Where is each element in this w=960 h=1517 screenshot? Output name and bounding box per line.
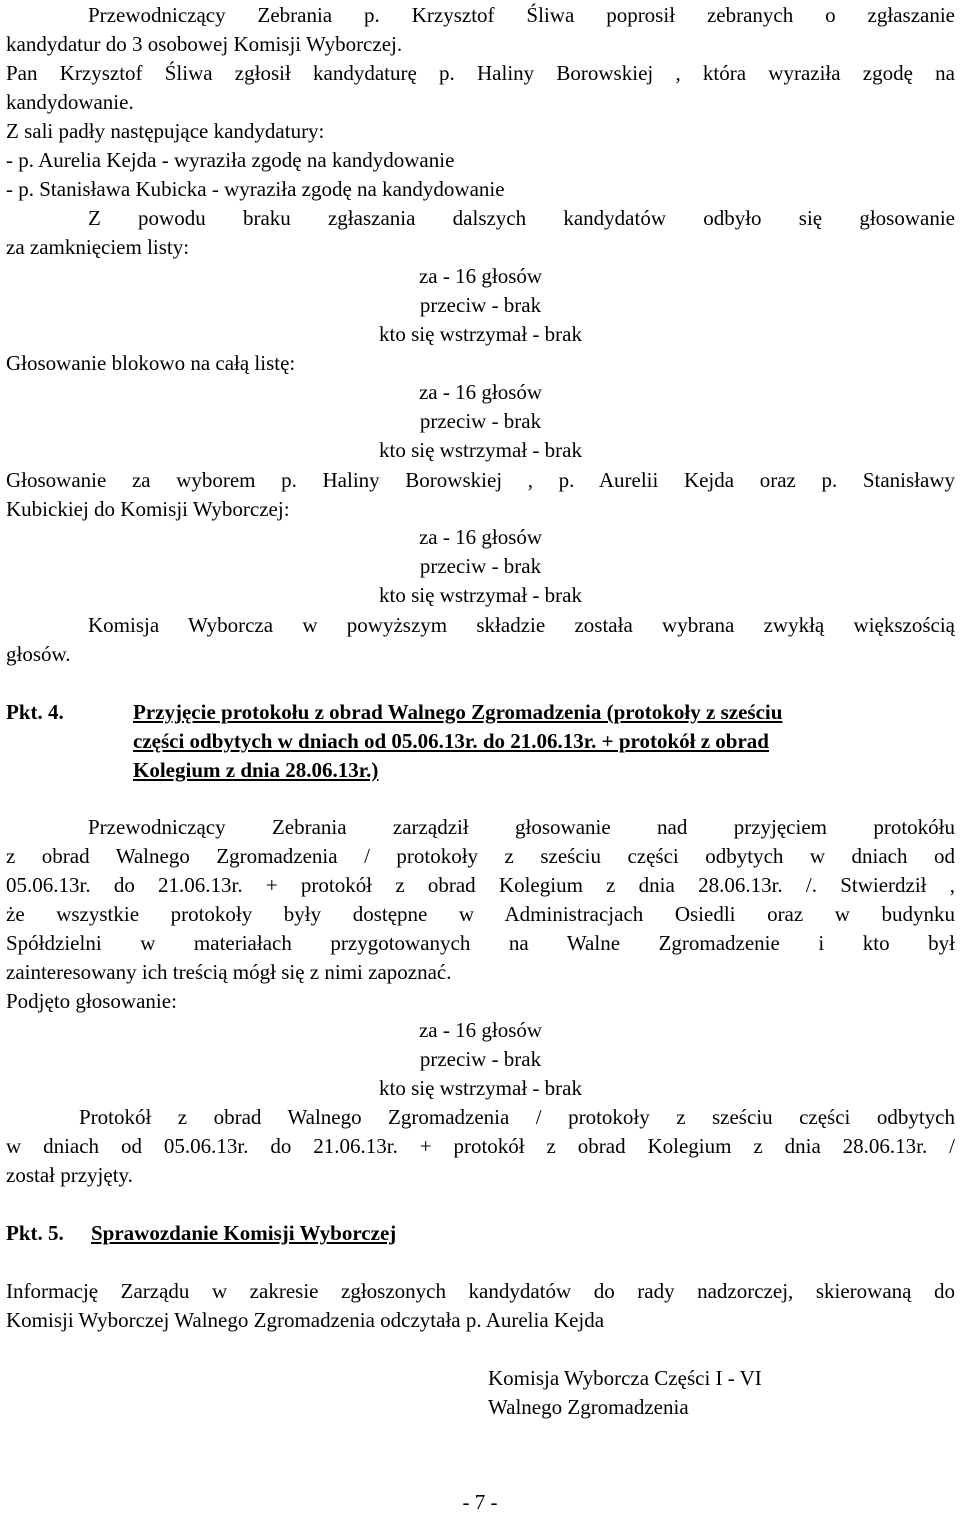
vote-for: za - 16 głosów bbox=[418, 380, 543, 404]
section-heading: Kolegium z dnia 28.06.13r.) bbox=[133, 758, 379, 782]
vote-abstain: kto się wstrzymał - brak bbox=[379, 438, 582, 462]
paragraph-line: zainteresowany ich treścią mógł się z nimi zapoznać. bbox=[6, 960, 452, 984]
paragraph-line: że wszystkie protokoły były dostępne w Administracjach Osiedli oraz w budynku bbox=[6, 902, 955, 926]
paragraph-line: w dniach od 05.06.13r. do 21.06.13r. + protokół z obrad Kolegium z dnia 28.06.13r. / bbox=[6, 1134, 955, 1158]
paragraph-line: Pan Krzysztof Śliwa zgłosił kandydaturę p. Haliny Borowskiej , która wyraziła zgodę na bbox=[6, 61, 955, 85]
vote-abstain: kto się wstrzymał - brak bbox=[379, 1076, 582, 1100]
paragraph-line: kandydowanie. bbox=[6, 90, 134, 114]
paragraph-line: Z sali padły następujące kandydatury: bbox=[6, 119, 325, 143]
paragraph-line: za zamknięciem listy: bbox=[6, 235, 190, 259]
paragraph-line: kandydatur do 3 osobowej Komisji Wyborczej. bbox=[6, 32, 403, 56]
paragraph-line: Podjęto głosowanie: bbox=[6, 989, 177, 1013]
vote-against: przeciw - brak bbox=[419, 554, 542, 578]
paragraph-line: Przewodniczący Zebrania zarządził głosowanie nad przyjęciem protokółu bbox=[88, 815, 955, 839]
section-number: Pkt. 4. bbox=[6, 700, 64, 724]
vote-against: przeciw - brak bbox=[419, 1047, 542, 1071]
section-heading: Przyjęcie protokołu z obrad Walnego Zgromadzenia (protokoły z sześciu bbox=[133, 700, 783, 724]
vote-result-block bbox=[6, 378, 955, 465]
paragraph-line: Przewodniczący Zebrania p. Krzysztof Śliwa poprosił zebranych o zgłaszanie bbox=[88, 3, 955, 27]
section-heading: części odbytych w dniach od 05.06.13r. do 21.06.13r. + protokół z obrad bbox=[133, 729, 769, 753]
vote-result-block bbox=[6, 262, 955, 349]
paragraph-line: z obrad Walnego Zgromadzenia / protokoły z sześciu części odbytych w dniach od bbox=[6, 844, 955, 868]
paragraph-line: Komisji Wyborczej Walnego Zgromadzenia odczytała p. Aurelia Kejda bbox=[6, 1308, 605, 1332]
signature-line: Walnego Zgromadzenia bbox=[488, 1395, 689, 1419]
paragraph-line: został przyjęty. bbox=[6, 1163, 133, 1187]
candidate-line: - p. Aurelia Kejda - wyraziła zgodę na kandydowanie bbox=[6, 148, 455, 172]
paragraph-line: Komisja Wyborcza w powyższym składzie została wybrana zwykłą większością bbox=[88, 613, 955, 637]
vote-abstain: kto się wstrzymał - brak bbox=[379, 322, 582, 346]
paragraph-line: Głosowanie blokowo na całą listę: bbox=[6, 351, 296, 375]
vote-against: przeciw - brak bbox=[419, 293, 542, 317]
vote-result-block bbox=[6, 523, 955, 610]
vote-for: za - 16 głosów bbox=[418, 1018, 543, 1042]
vote-for: za - 16 głosów bbox=[418, 264, 543, 288]
paragraph-line: Protokół z obrad Walnego Zgromadzenia / protokoły z sześciu części odbytych bbox=[79, 1105, 955, 1129]
paragraph-line: Spółdzielni w materiałach przygotowanych na Walne Zgromadzenie i kto był bbox=[6, 931, 955, 955]
page-number: - 7 - bbox=[462, 1490, 498, 1514]
signature-line: Komisja Wyborcza Części I - VI bbox=[488, 1366, 762, 1390]
vote-against: przeciw - brak bbox=[419, 409, 542, 433]
paragraph-line: głosów. bbox=[6, 642, 71, 666]
paragraph-line: Kubickiej do Komisji Wyborczej: bbox=[6, 497, 290, 521]
paragraph-line: 05.06.13r. do 21.06.13r. + protokół z obrad Kolegium z dnia 28.06.13r. /. Stwierdził , bbox=[6, 873, 955, 897]
paragraph-line: Informację Zarządu w zakresie zgłoszonych kandydatów do rady nadzorczej, skierowaną do bbox=[6, 1279, 955, 1303]
candidate-line: - p. Stanisława Kubicka - wyraziła zgodę na kandydowanie bbox=[6, 177, 505, 201]
section-heading: Sprawozdanie Komisji Wyborczej bbox=[91, 1221, 397, 1245]
paragraph-line: Głosowanie za wyborem p. Haliny Borowskiej , p. Aurelii Kejda oraz p. Stanisławy bbox=[6, 468, 955, 492]
vote-result-block bbox=[6, 1016, 955, 1103]
paragraph-line: Z powodu braku zgłaszania dalszych kandydatów odbyło się głosowanie bbox=[88, 206, 955, 230]
vote-for: za - 16 głosów bbox=[418, 525, 543, 549]
section-number: Pkt. 5. bbox=[6, 1221, 64, 1245]
vote-abstain: kto się wstrzymał - brak bbox=[379, 583, 582, 607]
